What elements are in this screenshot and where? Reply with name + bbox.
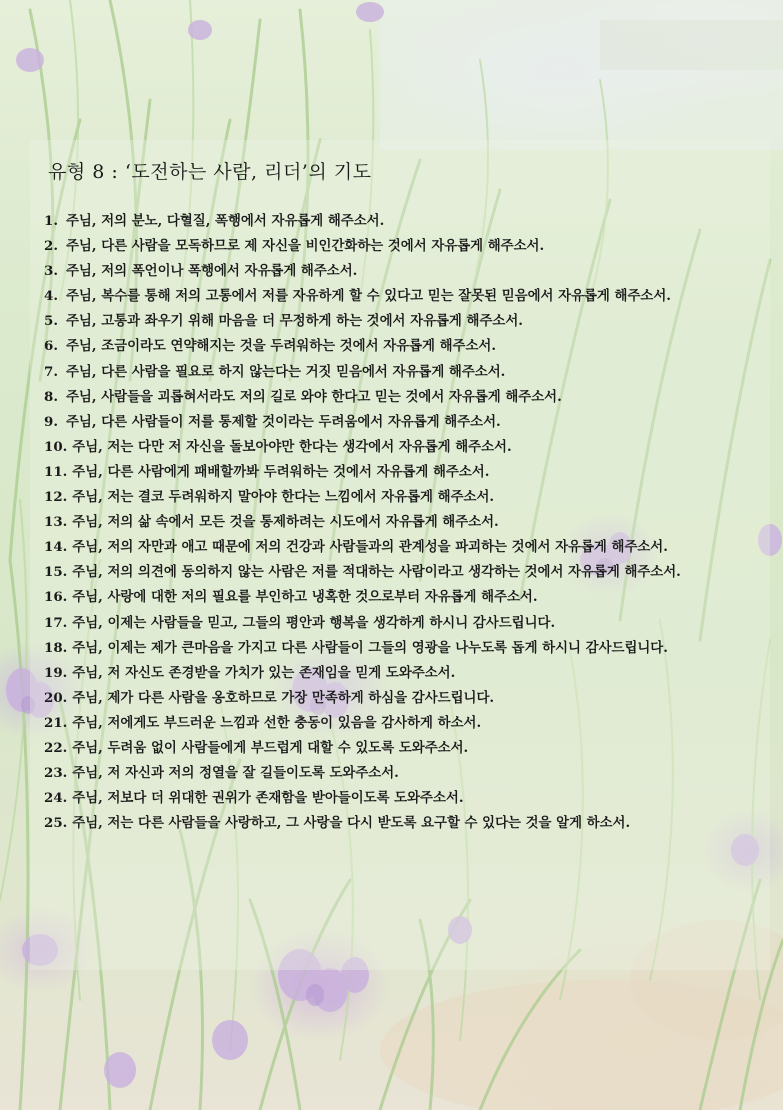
item-number: 11.	[44, 463, 68, 480]
item-number: 16.	[44, 589, 68, 606]
item-text: 주님, 저는 다른 사람들을 사랑하고, 그 사랑을 다시 받도록 요구할 수 있다는 것을 알게 하소서.	[72, 815, 631, 832]
item-number: 22.	[44, 739, 68, 756]
item-number: 19.	[44, 664, 68, 681]
item-number: 8.	[44, 388, 58, 405]
item-number: 24.	[44, 790, 68, 807]
list-item	[44, 636, 762, 661]
list-item	[44, 611, 762, 636]
item-number: 5.	[44, 313, 58, 330]
item-text: 주님, 이제는 제가 큰마음을 가지고 다른 사람들이 그들의 영광을 나누도록 돕게 하시니 감사드립니다.	[72, 639, 668, 656]
list-item	[44, 410, 762, 435]
list-item	[44, 510, 762, 535]
item-number: 6.	[44, 338, 58, 355]
item-text: 주님, 저는 결코 두려워하지 말아야 한다는 느낌에서 자유롭게 해주소서.	[72, 489, 495, 506]
item-text: 주님, 제가 다른 사람을 옹호하므로 가장 만족하게 하심을 감사드립니다.	[72, 689, 495, 706]
item-number: 9.	[44, 413, 58, 430]
item-text: 주님, 다른 사람을 모독하므로 제 자신을 비인간화하는 것에서 자유롭게 해주소서.	[66, 238, 545, 255]
item-text: 주님, 이제는 사람들을 믿고, 그들의 평안과 행복을 생각하게 하시니 감사드립니다.	[72, 614, 556, 631]
item-number: 2.	[44, 238, 58, 255]
item-text: 주님, 저 자신과 저의 정열을 잘 길들이도록 도와주소서.	[72, 765, 399, 782]
list-item	[44, 385, 762, 410]
item-text: 주님, 복수를 통해 저의 고통에서 저를 자유하게 할 수 있다고 믿는 잘못된 믿음에서 자유롭게 해주소서.	[66, 288, 671, 305]
item-text: 주님, 사람들을 괴롭혀서라도 저의 길로 와야 한다고 믿는 것에서 자유롭게 해주소서.	[66, 388, 562, 405]
list-item	[44, 736, 762, 761]
item-number: 25.	[44, 815, 68, 832]
item-number: 23.	[44, 765, 68, 782]
item-number: 18.	[44, 639, 68, 656]
item-text: 주님, 사랑에 대한 저의 필요를 부인하고 냉혹한 것으로부터 자유롭게 해주소서.	[72, 589, 538, 606]
item-text: 주님, 저보다 더 위대한 권위가 존재함을 받아들이도록 도와주소서.	[72, 790, 464, 807]
item-text: 주님, 저의 삶 속에서 모든 것을 통제하려는 시도에서 자유롭게 해주소서.	[72, 514, 499, 531]
item-text: 주님, 저에게도 부드러운 느낌과 선한 충동이 있음을 감사하게 하소서.	[72, 714, 482, 731]
item-number: 21.	[44, 714, 68, 731]
item-text: 주님, 저의 의견에 동의하지 않는 사람은 저를 적대하는 사람이라고 생각하는 것에서 자유롭게 해주소서.	[72, 564, 681, 581]
list-item	[44, 460, 762, 485]
item-number: 3.	[44, 263, 58, 280]
item-number: 1.	[44, 213, 58, 229]
list-item	[44, 585, 762, 610]
prayer-list	[44, 209, 762, 836]
item-text: 주님, 다른 사람을 필요로 하지 않는다는 거짓 믿음에서 자유롭게 해주소서.	[66, 363, 506, 380]
list-item	[44, 811, 762, 836]
list-item	[44, 334, 762, 359]
list-item	[44, 259, 762, 284]
list-item	[44, 234, 762, 259]
item-text: 주님, 저의 자만과 애고 때문에 저의 건강과 사람들과의 관계성을 파괴하는 것에서 자유롭게 해주소서.	[72, 539, 668, 556]
list-item	[44, 284, 762, 309]
item-number: 4.	[44, 288, 58, 305]
page-title: 유형 8 : ‘도전하는 사람, 리더’의 기도	[48, 161, 372, 183]
item-number: 10.	[44, 438, 68, 455]
item-number: 20.	[44, 689, 68, 706]
list-item	[44, 786, 762, 811]
item-text: 주님, 저는 다만 저 자신을 돌보아야만 한다는 생각에서 자유롭게 해주소서.	[72, 438, 512, 455]
list-item	[44, 360, 762, 385]
item-text: 주님, 저 자신도 존경받을 가치가 있는 존재임을 믿게 도와주소서.	[72, 664, 456, 681]
item-number: 14.	[44, 539, 68, 556]
item-text: 주님, 고통과 좌우기 위해 마음을 더 무정하게 하는 것에서 자유롭게 해주소서.	[66, 313, 523, 330]
item-text: 주님, 두려움 없이 사람들에게 부드럽게 대할 수 있도록 도와주소서.	[72, 739, 469, 756]
list-item	[44, 686, 762, 711]
item-number: 17.	[44, 614, 68, 631]
list-item	[44, 435, 762, 460]
item-text: 주님, 조금이라도 연약해지는 것을 두려워하는 것에서 자유롭게 해주소서.	[66, 338, 497, 355]
item-text: 주님, 저의 분노, 다혈질, 폭행에서 자유롭게 해주소서.	[66, 213, 385, 229]
item-text: 주님, 다른 사람에게 패배할까봐 두려워하는 것에서 자유롭게 해주소서.	[72, 463, 490, 480]
item-number: 15.	[44, 564, 68, 581]
item-number: 13.	[44, 514, 68, 531]
list-item	[44, 711, 762, 736]
list-item	[44, 485, 762, 510]
item-text: 주님, 저의 폭언이나 폭행에서 자유롭게 해주소서.	[66, 263, 358, 280]
list-item	[44, 761, 762, 786]
list-item	[44, 535, 762, 560]
list-item	[44, 309, 762, 334]
list-item	[44, 209, 762, 234]
item-number: 12.	[44, 489, 68, 506]
list-item	[44, 560, 762, 585]
item-number: 7.	[44, 363, 58, 380]
item-text: 주님, 다른 사람들이 저를 통제할 것이라는 두려움에서 자유롭게 해주소서.	[66, 413, 501, 430]
list-item	[44, 661, 762, 686]
